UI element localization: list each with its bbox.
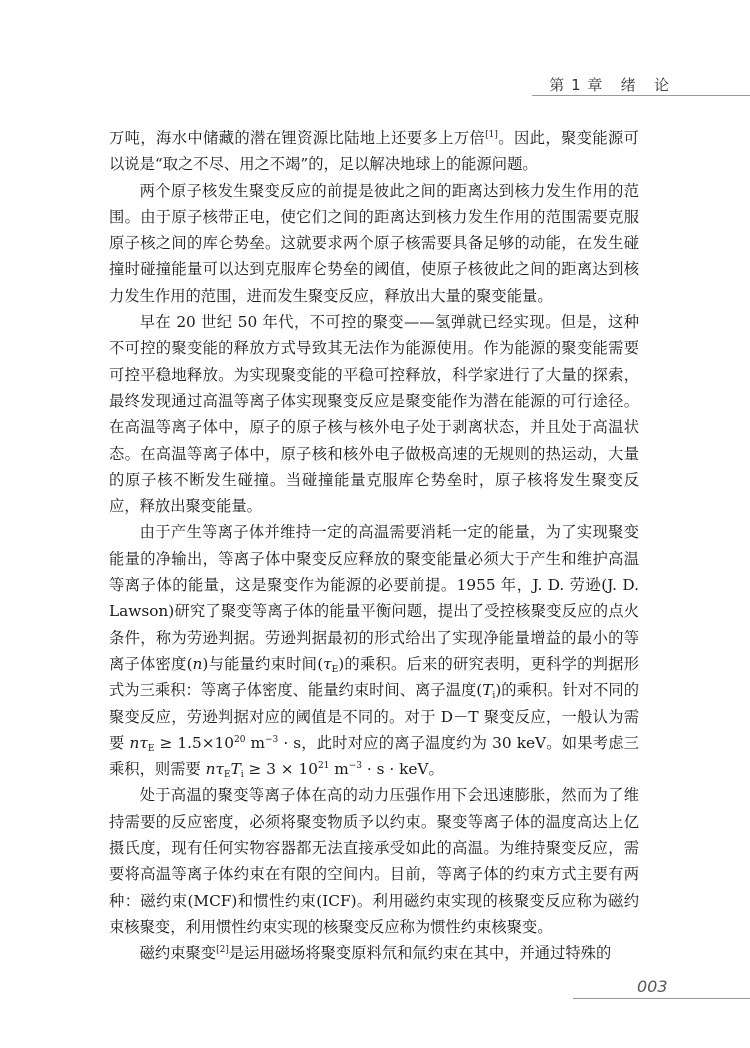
symbol-n-tau: nτ	[129, 733, 148, 752]
header-rule	[532, 95, 750, 96]
citation-ref: [2]	[216, 945, 229, 956]
subscript: E	[223, 770, 231, 781]
paragraph-5	[109, 782, 639, 940]
paragraph-text: 两个原子核发生聚变反应的前提是彼此之间的距离达到核力发生作用的范围。由于原子核带正电，使它们之间的距离达到核力发生作用的范围需要克服原子核之间的库仑势垒。这就要求两个原子核需要具备足够的动能，在发生碰撞时碰撞能量可以达到克服库仑势垒的阈值，使原子核彼此之间的距离达到核力发生作用的范围，进而发生聚变反应，释放出大量的聚变能量。	[109, 181, 639, 305]
paragraph-6	[109, 940, 639, 966]
running-header	[0, 0, 750, 96]
symbol-tau: τ	[323, 654, 332, 673]
paragraph-text: · s，此时对应的离子温度约为 30 keV。如果考虑三乘积，则需要	[109, 733, 639, 779]
paragraph-text: 由于产生等离子体并维持一定的高温需要消耗一定的能量，为了实现聚变能量的净输出，等离子体中聚变反应释放的聚变能量必须大于产生和维护高温等离子体的能量，这是聚变作为能源的必要前提。1955 年，J. D. 劳逊(J. D. Lawson)研究了聚变等离子体的能量平衡问题，提出了受控核聚变反应的点火条件，称为劳逊判据。劳逊判据最初的形式给出了实现净能量增益的最小的等离子体密度(	[109, 523, 639, 673]
paragraph-text: m	[245, 733, 265, 752]
symbol-t: T	[482, 681, 493, 700]
paragraph-text: · s · keV。	[362, 760, 444, 779]
paragraph-2	[109, 178, 639, 309]
subscript: i	[240, 770, 244, 781]
symbol-n: n	[192, 654, 203, 673]
exponent: −3	[348, 761, 363, 772]
paragraph-text: )与能量约束时间(	[202, 654, 324, 673]
paragraph-text: )的乘积。针对不同的聚变反应，劳逊判据对应的阈值是不同的。对于 D－T 聚变反应，一般认为需要	[109, 681, 639, 752]
paragraph-text: )的乘积。后来的研究表明，更科学的判据形式为三乘积：等离子体密度、能量约束时间、离子温度(	[109, 654, 639, 700]
citation-ref: [1]	[485, 130, 498, 140]
paragraph-text: 是运用磁场将聚变原料氘和氚约束在其中，并通过特殊的	[228, 944, 612, 963]
paragraph-text: 万吨，海水中储藏的潜在锂资源比陆地上还要多上万倍	[109, 129, 486, 147]
subscript: E	[331, 664, 339, 675]
symbol-n-tau: nτ	[205, 760, 224, 779]
exponent: 21	[317, 761, 330, 772]
paragraph-text: 处于高温的聚变等离子体在高的动力压强作用下会迅速膨胀，然而为了维持需要的反应密度，必须将聚变物质予以约束。聚变等离子体的温度高达上亿摄氏度，现有任何实物容器都无法直接承受如此的高温。为维持聚变反应，需要将高温等离子体约束在有限的空间内。目前，等离子体的约束方式主要有两种：磁约束(MCF)和惯性约束(ICF)。利用磁约束实现的核聚变反应称为磁约束核聚变，利用惯性约束实现的核聚变反应称为惯性约束核聚变。	[109, 786, 639, 936]
subscript: E	[147, 743, 155, 754]
paragraph-text: ≥ 3 × 10	[243, 760, 318, 779]
paragraph-text: ≥ 1.5×10	[154, 733, 234, 752]
subscript: i	[492, 691, 496, 702]
body-text	[109, 125, 639, 967]
exponent: −3	[265, 734, 279, 745]
paragraph-1	[109, 125, 639, 178]
paragraph-text: 。因此，聚变能源可以说是“取之不尽、用之不竭”的，足以解决地球上的能源问题。	[109, 129, 639, 174]
paragraph-4	[109, 519, 639, 782]
footer-rule	[573, 998, 750, 999]
exponent: 20	[233, 734, 246, 745]
paragraph-text: m	[329, 760, 349, 779]
paragraph-3	[109, 309, 639, 519]
paragraph-text: 早在 20 世纪 50 年代，不可控的聚变——氢弹就已经实现。但是，这种不可控的聚变能的释放方式导致其无法作为能源使用。作为能源的聚变能需要可控平稳地释放。为实现聚变能的平稳可控释放，科学家进行了大量的探索，最终发现通过高温等离子体实现聚变反应是聚变能作为潜在能源的可行途径。在高温等离子体中，原子的原子核与核外电子处于剥离状态，并且处于高温状态。在高温等离子体中，原子核和核外电子做极高速的无规则的热运动，大量的原子核不断发生碰撞。当碰撞能量克服库仑势垒时，原子核将发生聚变反应，释放出聚变能量。	[109, 313, 639, 516]
symbol-t: T	[230, 760, 241, 779]
page-number: 003	[637, 977, 668, 996]
chapter-title: 第 1 章 绪 论	[549, 76, 670, 94]
paragraph-text: 磁约束聚变	[139, 944, 217, 963]
